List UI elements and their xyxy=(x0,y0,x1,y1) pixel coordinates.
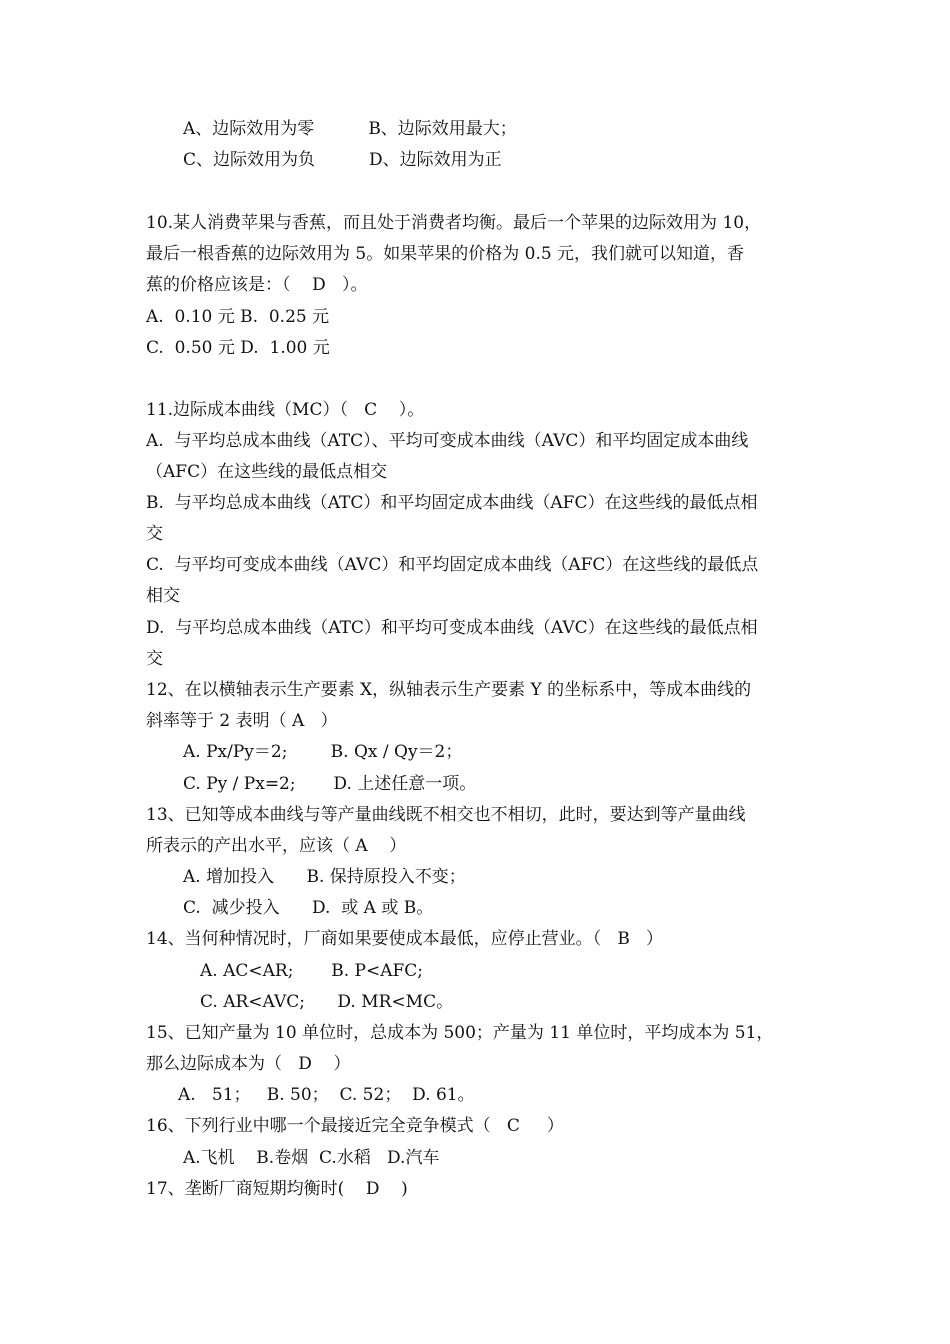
q11-option-b-1: B. 与平均总成本曲线（ATC）和平均固定成本曲线（AFC）在这些线的最低点相 xyxy=(146,493,758,513)
q13-text-line-1: 13、已知等成本曲线与等产量曲线既不相交也不相切，此时，要达到等产量曲线 xyxy=(146,805,746,825)
q17-text: 17、垄断厂商短期均衡时( D ) xyxy=(146,1179,408,1199)
q12-options-line-2: C. Py / Px=2; D. 上述任意一项。 xyxy=(183,774,477,794)
q9-options-line-2: C、边际效用为负 D、边际效用为正 xyxy=(183,150,502,170)
q11-option-a-1: A. 与平均总成本曲线（ATC）、平均可变成本曲线（AVC）和平均固定成本曲线 xyxy=(146,431,749,451)
q15-text-line-1: 15、已知产量为 10 单位时，总成本为 500；产量为 11 单位时，平均成本为 51， xyxy=(146,1023,774,1043)
q10-options-line-2: C. 0.50 元 D. 1.00 元 xyxy=(146,338,330,358)
q12-text-line-2: 斜率等于 2 表明（ A ） xyxy=(146,711,338,731)
q14-options-line-2: C. AR<AVC; D. MR<MC。 xyxy=(200,992,454,1012)
q16-text: 16、下列行业中哪一个最接近完全竞争模式（ C ） xyxy=(146,1116,564,1136)
q13-text-line-2: 所表示的产出水平，应该（ A ） xyxy=(146,836,407,856)
q10-options-line-1: A. 0.10 元 B. 0.25 元 xyxy=(146,307,330,327)
q11-option-c-1: C. 与平均可变成本曲线（AVC）和平均固定成本曲线（AFC）在这些线的最低点 xyxy=(146,555,759,575)
q9-options-line-1: A、边际效用为零 B、边际效用最大； xyxy=(183,119,517,139)
q11-option-c-2: 相交 xyxy=(146,586,180,606)
q15-options: A. 51； B. 50； C. 52； D. 61。 xyxy=(178,1085,475,1105)
q11-option-d-1: D. 与平均总成本曲线（ATC）和平均可变成本曲线（AVC）在这些线的最低点相 xyxy=(146,618,758,638)
q13-options-line-2: C. 减少投入 D. 或 A 或 B。 xyxy=(183,898,434,918)
q11-text: 11.边际成本曲线（MC）（ C ）。 xyxy=(146,400,425,420)
q14-text: 14、当何种情况时，厂商如果要使成本最低，应停止营业。（ B ） xyxy=(146,929,664,949)
q10-text-line-3: 蕉的价格应该是：（ D ）。 xyxy=(146,275,368,295)
q12-text-line-1: 12、在以横轴表示生产要素 X，纵轴表示生产要素 Y 的坐标系中，等成本曲线的 xyxy=(146,680,752,700)
q13-options-line-1: A. 增加投入 B. 保持原投入不变； xyxy=(183,867,466,887)
q10-text-line-1: 10.某人消费苹果与香蕉，而且处于消费者均衡。最后一个苹果的边际效用为 10， xyxy=(146,213,762,233)
q11-option-b-2: 交 xyxy=(146,524,163,544)
q12-options-line-1: A. Px/Py＝2; B. Qx / Qy＝2； xyxy=(183,742,463,762)
q10-text-line-2: 最后一根香蕉的边际效用为 5。如果苹果的价格为 0.5 元，我们就可以知道，香 xyxy=(146,244,745,264)
q11-option-a-2: （AFC）在这些线的最低点相交 xyxy=(146,462,388,482)
q14-options-line-1: A. AC<AR; B. P<AFC; xyxy=(200,961,424,981)
q11-option-d-2: 交 xyxy=(146,649,163,669)
q15-text-line-2: 那么边际成本为（ D ） xyxy=(146,1054,351,1074)
q16-options: A.飞机 B.卷烟 C.水稻 D.汽车 xyxy=(183,1148,440,1168)
